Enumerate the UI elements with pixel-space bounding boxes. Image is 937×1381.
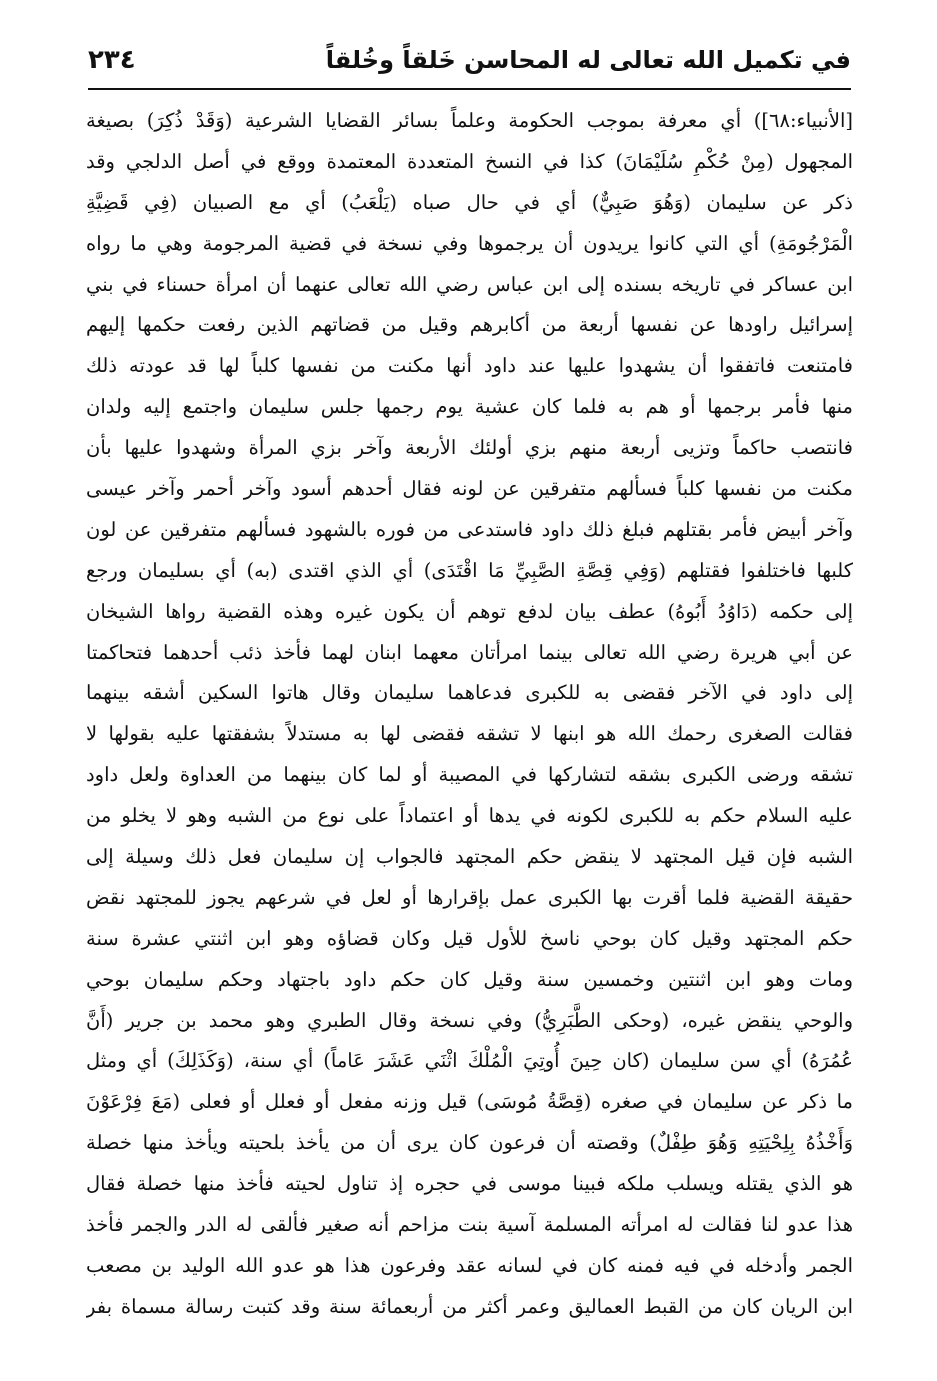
text-line: الشبه فإن قيل المجتهد لا ينقض حكم المجتهد فالجواب إن سليمان فعل ذلك وسيلة إلى <box>86 845 853 869</box>
text-line: منها فأمر برجمها أو هم به فلما كان عشية يوم رجمها جلس سليمان واجتمع إليه ولدان <box>86 395 853 419</box>
text-line: عليه السلام حكم به للكبرى لكونه في يدها أو اعتماداً على نوع من الشبه وهو لا يخلو من <box>86 804 853 828</box>
text-line: فانتصب حاكماً وتزيى أربعة منهم بزي أولئك الأربعة وآخر بزي المرأة وشهدوا عليها بأن <box>86 436 853 460</box>
text-line: [الأنبياء:٦٨]) أي معرفة بموجب الحكومة وعلماً بسائر القضايا الشرعية (وَقَدْ ذُكِرَ) بصيغة <box>86 109 853 132</box>
text-line: المجهول (مِنْ حُكْمِ سُلَيْمَانَ) كذا في النسخ المتعددة المعتمدة ووقع في أصل الدلجي وقد <box>86 149 853 173</box>
text-line: ابن الريان كان من القبط العماليق وعمر أكثر من أربعمائة سنة وقد كتبت رسالة مسماة بفر <box>86 1294 853 1318</box>
text-line: ما ذكر عن سليمان في صغره (قِصَّةُ مُوسَى) قيل وزنه مفعل أو فعلل أو فعلى (مَعَ فِرْعَوْنَ <box>86 1090 853 1114</box>
text-line: وآخر أبيض فأمر بقتلهم فبلغ ذلك داود فاستدعى من فوره بالشهود فسألهم متفرقين عن لون <box>86 517 853 541</box>
text-line: عُمُرَهُ) أي سن سليمان (كان حِينَ أُوتِيَ الْمُلْكَ اثْنَي عَشَرَ عَاماً) أي سنة، (وَكَذَلِكَ) أي ومثل <box>86 1049 853 1073</box>
text-line: الْمَرْجُومَةِ) أي التي كانوا يريدون أن يرجموها وفي نسخة في قضية المرجومة وهي ما رواه <box>86 231 853 255</box>
text-line: ذكر عن سليمان (وَهُوَ صَبِيٌّ) أي في حال صباه (يَلْعَبُ) أي مع الصبيان (فِي قَضِيَّةِ <box>86 190 853 214</box>
text-line: تشقه ورضى الكبرى بشقه لتشاركها في المصيبة أو لما كان بينهما من العداوة ولعل داود <box>86 763 853 787</box>
page-number: ٢٣٤ <box>88 45 136 75</box>
text-line: فامتنعت فاتفقوا أن يشهدوا عليها عند داود أنها مكنت من نفسها كلباً لها قد عودته ذلك <box>86 354 853 378</box>
text-line: حكم المجتهد وقيل كان بوحي ناسخ للأول قيل وكان قضاؤه وهو ابن اثنتي عشرة سنة <box>86 926 853 950</box>
body-text <box>86 101 853 1328</box>
text-line: هذا عدو لنا فقالت له امرأته المسلمة آسية بنت مزاحم أنه صغير فألقى له الدر والجمر فأخذ <box>86 1213 853 1237</box>
text-line: والوحي ينقض غيره، (وحكى الطَّبَرِيُّ) وفي نسخة وقال الطبري وهو محمد بن جرير (أَنَّ <box>86 1008 853 1032</box>
text-line: الجمر وأدخله في فيه فمنه كان في لسانه عقد وفرعون هذا هو عدو الله الوليد بن مصعب <box>86 1253 853 1277</box>
text-line: هو الذي يقتله ويسلب ملكه فبينا موسى في حجره إذ تناول لحيته فأخذ منها خصلة فقال <box>86 1172 853 1196</box>
text-line: فقالت الصغرى رحمك الله هو ابنها لا تشقه فقضى لها به مستدلاً بشفقتها عليه بقولها لا <box>86 722 853 746</box>
text-line: وَأَخْذُهُ بِلِحْيَتِهِ وَهُوَ طِفْلٌ) وقصته أن فرعون كان يرى أن من يأخذ بلحيته ويأخذ منها خصلة <box>86 1131 853 1155</box>
page-header <box>88 38 851 82</box>
running-title: في تكميل الله تعالى له المحاسن خَلقاً وخُلقاً <box>325 46 851 74</box>
text-line: إسرائيل راودها عن نفسها أربعة من أكابرهم وقيل من قضاتهم الذين رفعت حكمها إليهم <box>86 313 853 337</box>
text-line: إلى داود في الآخر فقضى به للكبرى فدعاهما سليمان وقال هاتوا السكين أشقه بينهما <box>86 681 853 705</box>
text-line: حقيقة القضية فلما أقرت بها الكبرى عمل بإقرارها أو لعل في شرعهم يجوز للمجتهد نقض <box>86 885 853 909</box>
text-line: إلى حكمه (دَاوُدُ أَبُوهُ) عطف بيان لدفع توهم أن يكون غيره وهذه القضية رواها الشيخان <box>86 599 853 623</box>
text-line: كلبها فاختلفوا فقتلهم (وَفِي قِصَّةِ الصَّبِيِّ مَا اقْتَدَى) أي الذي اقتدى (به) أي بسليمان ورجع <box>86 558 853 582</box>
text-line: ومات وهو ابن اثنتين وخمسين سنة وقيل كان حكم داود باجتهاد وحكم سليمان بوحي <box>86 967 853 991</box>
text-line: مكنت من نفسها كلباً فسألهم متفرقين عن لونه فقال أحدهم أسود وآخر أحمر وآخر عيسى <box>86 477 853 501</box>
text-line: عن أبي هريرة رضي الله تعالى بينما امرأتان معهما ابنان لهما فأخذ ذئب أحدهما فتحاكمتا <box>86 640 853 664</box>
text-line: ابن عساكر في تاريخه بسنده إلى ابن عباس رضي الله تعالى عنهما أن امرأة حسناء في بني <box>86 272 853 296</box>
header-divider <box>88 88 851 90</box>
